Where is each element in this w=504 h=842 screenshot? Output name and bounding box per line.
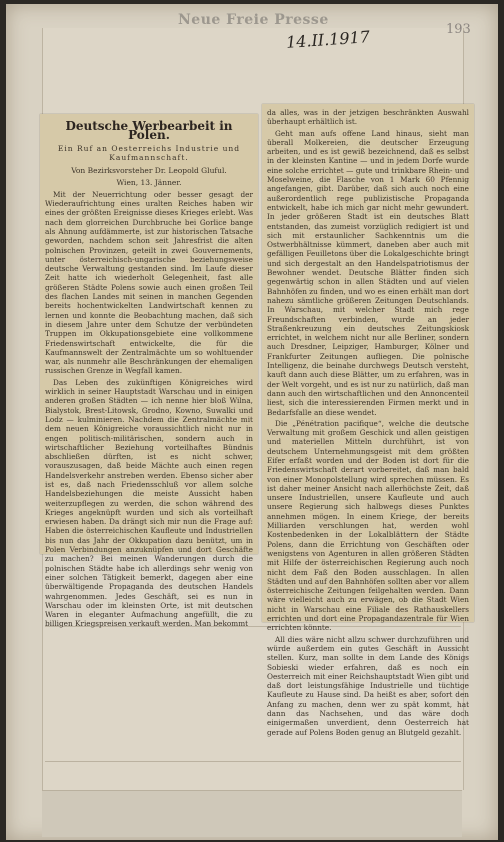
newspaper-source: Neue Freie Presse bbox=[178, 12, 329, 28]
clipping-right-column bbox=[262, 104, 474, 737]
clipping-left-column bbox=[40, 114, 258, 629]
article-title: Deutsche Werbearbeit in Polen. bbox=[65, 119, 233, 143]
article-subtitle: Ein Ruf an Oesterreichs Industrie und Kaufmannschaft. bbox=[57, 143, 241, 162]
paragraph: da alles, was in der jetzigen beschränkten Auswahl überhaupt erhältlich ist. bbox=[267, 108, 469, 127]
archive-number: 193 bbox=[446, 22, 471, 37]
handwritten-date: 14.II.1917 bbox=[285, 27, 371, 52]
paragraph: All dies wäre nicht allzu schwer durchzuführen und würde außerdem ein gutes Geschäft in Aussicht stellen. Kurz, man sollte in dem Lande des Königs Sobieski wieder erfahren, daß es noch ein Oesterreich mit einer Reichshauptstadt Wien gibt und daß dort leistungsfähige Industrielle und tüchtige Kaufleute zu Hause sind. Da heißt es aber, sofort den Anfang zu machen, denn wer zu spät kommt, hat dann das Nachsehen, und das wäre doch einigermaßen unverdient, denn Oesterreich hat gerade auf Polens Boden genug an Blutgeld gezahlt. bbox=[267, 634, 469, 737]
paragraph: Die „Pénétration pacifique“, welche die deutsche Verwaltung mit großem Geschick und allen geistigen und materiellen Mitteln durchführt, ist von deutschem Unternehmungsgeist mit dem größten Eifer erfaßt worden und der Boden ist dort für die Friedenswirtschaft derart vorbereitet, daß man bald von einer Monopolstellung wird sprechen müssen. Es ist daher meiner Ansicht nach allerhöchste Zeit, daß unsere Industriellen, unsere Kaufleute und auch unsere Regierung sich halbwegs dieses Punktes annehmen mögen. In einem Kriege, der bereits Milliarden verschlungen hat, werden wohl Kostenbedenken in der Lokalblättern der Städte Polens, dann die Errichtung von Geschäften oder wenigstens von Agenturen in allen größeren Städten mit Hilfe der österreichischen Regierung auch noch nicht dem Faß den Boden ausschlagen. In allen Städten und auf den Bahnhöfen sollten aber vor allem österreichische Zeitungen feilgehalten werden. Dann wäre vielleicht auch zu erwägen, ob die Stadt Wien nicht in Warschau eine Filiale des Rathauskellers errichten und dort eine Propagandazentrale für Wien errichten könnte. bbox=[267, 418, 469, 633]
article-dateline: Wien, 13. Jänner. bbox=[116, 178, 182, 188]
paragraph: Das Leben des zukünftigen Königreiches wird wirklich in seiner Hauptstadt Warschau und in einigen anderen großen Städten — ich nenne hier bloß Wilna, Bialystok, Brest-Litowsk, Grodno, Kowno, Suwalki und Lodz — kulminieren. Nachdem die Zentralmächte mit dem neuen Königreiche voraussichtlich nicht nur in engen politisch-militärischen, sondern auch in wirtschaftlicher Beziehung vorteilhaftes Bündnis abschließen dürften, ist es nicht schwer, vorauszusagen, daß beide Mächte auch einen regen Handelsverkehr anstreben werden. Ebenso sicher aber ist es, daß nach Friedensschluß vor allem solche Handelsbeziehungen die meiste Aussicht haben weiterzupflegen zu werden, die schon während des Krieges angeknüpft wurden und sich als vorteilhaft erwiesen haben. Da drängt sich mir nun die Frage auf: Haben die österreichischen Kaufleute und Industriellen bis nun das Jahr der Okkupation dazu benützt, um in Polen Verbindungen anzuknüpfen und dort Geschäfte zu machen? Bei meinen Wanderungen durch die polnischen Städte habe ich allerdings sehr wenig von einer solchen Tätigkeit bemerkt, dagegen aber eine überwältigende Propaganda des deutschen Handels wahrgenommen. Jedes Geschäft, sei es nun in Warschau oder im kleinsten Orte, ist mit deutschen Waren in eleganter Aufmachung angefüllt, die zu billigen Kriegspreisen verkauft werden. Man bekommt bbox=[45, 377, 253, 629]
card-lower-strip bbox=[42, 790, 462, 837]
divider-line bbox=[45, 761, 461, 762]
article-author: Von Bezirksvorsteher Dr. Leopold Gluful. bbox=[71, 166, 227, 176]
paragraph: Geht man aufs offene Land hinaus, sieht man überall Molkereien, die deutscher Erzeugung arbeiten, und es ist gewiß bezeichnend, daß es selbst in der kleinsten Kantine — und in jedem Dorfe wurde eine solche errichtet — gute und trinkbare Rhein- und Moselweine, die Flasche von 1 Mark 60 Pfennig angefangen, gibt. Darüber, daß sich auch noch eine außerordentlich rege publizistische Propaganda entwickelt, habe ich mich gar nicht mehr gewundert. In jeder größeren Stadt ist ein deutsches Blatt entstanden, das zumeist vorzüglich redigiert ist und sich mit erstaunlicher Sachkenntnis um die Ostwerbhältnisse kümmert, daneben aber auch mit gefälligen Feuilletons über die Lokalgeschichte bringt und sich dergestalt an den Handelspatriotismus der Bewohner wendet. Deutsche Blätter finden sich gegenwärtig schon in allen Städten und auf vielen Bahnhöfen zu finden, und wo es einen erhält man dort nahezu sämtliche größeren Zeitungen Deutschlands. In Warschau, mit welcher Stadt mich rege Freundschaften verbinden, wurde an jeder Straßenkreuzung ein deutsches Zeitungskiosk errichtet, in welchem nicht nur alle Berliner, sondern auch Dresdner, Leipziger, Hamburger, Kölner und Frankfurter Zeitungen aufliegen. Die polnische Intelligenz, die beinahe durchwegs Deutsch versteht, kauft dann auch diese Blätter, um zu erfahren, was in der Welt vorgeht, und es ist nur zu natürlich, daß man dann auch den wirtschaftlichen und den Annoncenteil liest, sich die interessierenden Firmen merkt und in Bedarfsfalle an diese wendet. bbox=[267, 128, 469, 417]
left-column-text bbox=[45, 118, 253, 631]
right-column-text bbox=[267, 108, 469, 739]
paragraph: Mit der Neuerrichtung oder besser gesagt der Wiederaufrichtung eines uralten Reiches haben wir eines der größten Ereignisse dieses Krieges erlebt. Was nach dem glorreichen Durchbruche bei Gorlice bange als Ahnung aufdämmerte, ist zur historischen Tatsache geworden, nachdem schon seit Jahresfrist die alten polnischen Provinzen, geteilt in zwei Gouvernements, unter österreichisch-ungarische beziehungsweise deutsche Verwaltung gestanden sind. Im Laufe dieser Zeit hatte ich wiederholt Gelegenheit, fast alle größeren Städte Polens sowie auch einen großen Teil des flachen Landes mit seinen in manchen Gegenden bereits hochentwickelten Landwirtschaft kennen zu lernen und konnte die Beobachtung machen, daß sich in diesem Jahre unter dem Schutze der verbündeten Truppen im Okkupationsgebiete eine vollkommene Friedenswirtschaft entwickelte, die für die Kaufmannswelt der Zentralmächte um so wohltuender war, als nunmehr alle Beschränkungen der ehemaligen russischen Grenze in Wegfall kamen. bbox=[45, 189, 253, 376]
